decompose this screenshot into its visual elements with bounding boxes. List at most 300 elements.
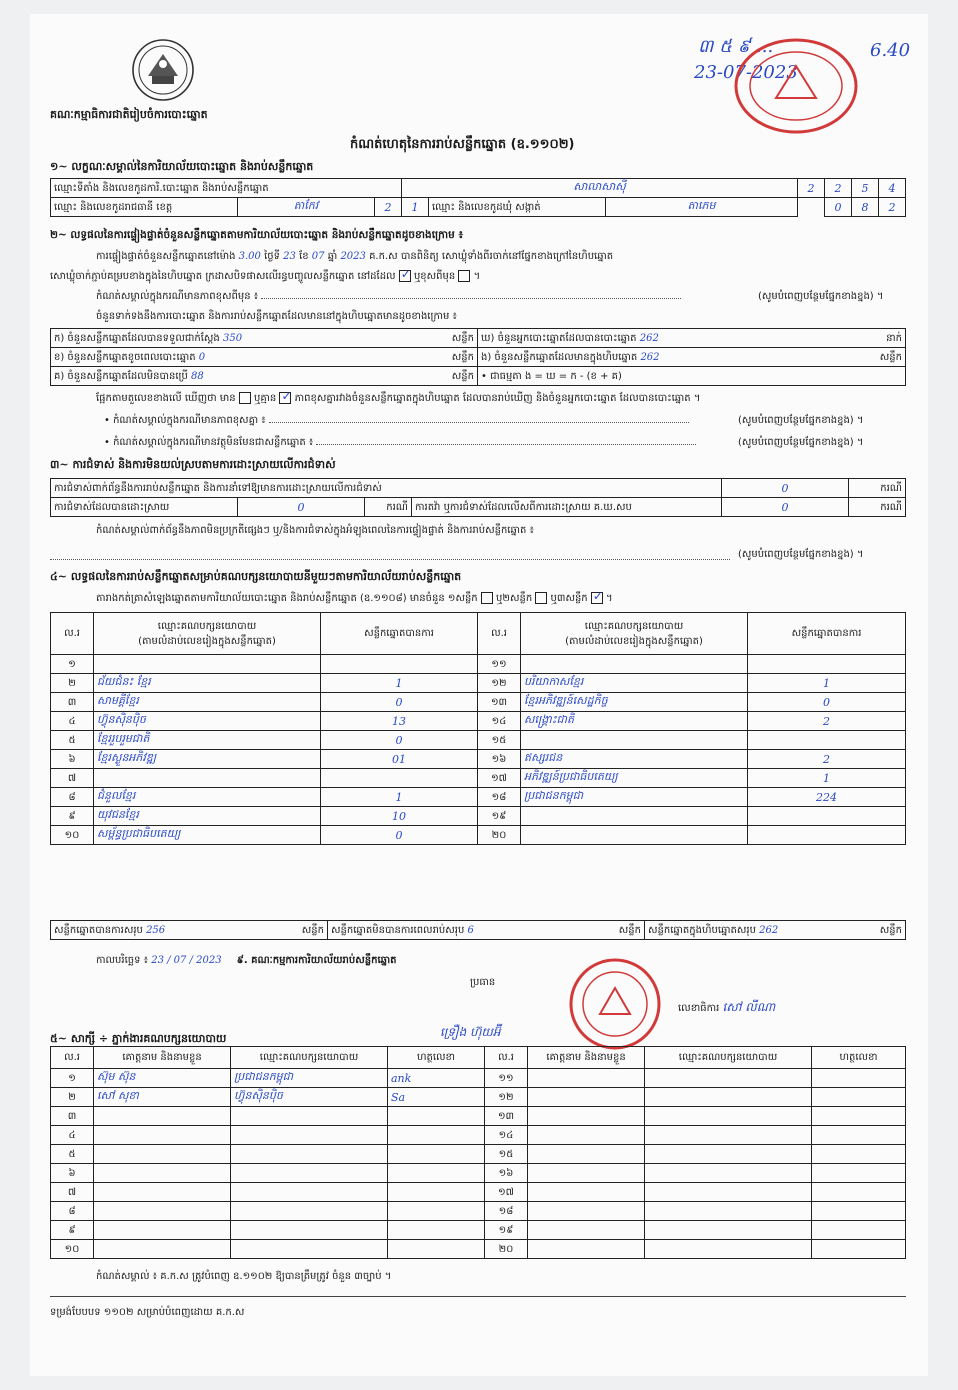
section3-title: ៣~ ការជំទាស់ និងការមិនយល់ស្របតាមការដោះស្រាយលើការជំទាស់ xyxy=(50,458,336,471)
witness-party xyxy=(231,1240,388,1259)
witness-no: ៣ xyxy=(51,1107,94,1126)
location-code-4: 4 xyxy=(879,179,906,198)
result-no: ១៦ xyxy=(478,750,521,769)
witness-signature xyxy=(812,1145,906,1164)
witness-no: ១ xyxy=(51,1069,94,1088)
count-b-value: 0 xyxy=(198,351,206,363)
section3-note: កំណត់សម្គាល់ពាក់ព័ន្ធនឹងភាពមិនប្រក្រតីផ្សេងៗ ឬ/និងការជំទាស់ក្នុងអំឡុងពេលនៃការផ្ទៀងផ្ទាត់ និងការរាប់សន្លឹកឆ្នោត ៖ xyxy=(96,525,534,536)
commune-code-2: 8 xyxy=(852,198,879,217)
section2-line4: ចំនួនទាក់ទងនឹងការបោះឆ្នោត និងការរាប់សន្លឹកឆ្នោតដែលមាននៅក្នុងហិបឆ្នោតមានដូចខាងក្រោម ៖ xyxy=(96,311,457,322)
table-row xyxy=(51,1145,906,1164)
witness-name xyxy=(94,1202,231,1221)
count-e-value: 262 xyxy=(640,351,660,363)
commune-label: ឈ្មោះ និងលេខកូដឃុំ សង្កាត់ xyxy=(429,198,606,217)
witness-no: ២ xyxy=(51,1088,94,1107)
result-no: ១២ xyxy=(478,674,521,693)
count-d-unit: នាក់ xyxy=(886,332,902,344)
witness-col-party-right: ឈ្មោះគណបក្សនយោបាយ xyxy=(645,1047,812,1069)
witness-signature: ank xyxy=(388,1069,485,1088)
result-votes: 1 xyxy=(748,674,906,693)
total-invalid-label: សន្លឹកឆ្នោតមិនបានការពេលរាប់សរុប xyxy=(331,924,465,936)
bullet-nonballot-label: • កំណត់សម្គាល់ក្នុងករណីមានវត្ថុមិនមែនជាសន្លឹកឆ្នោត ៖ xyxy=(104,437,314,448)
table-row xyxy=(51,788,906,807)
witness-no: ១៥ xyxy=(485,1145,528,1164)
result-party: សម្ព័ន្ធប្រជាធិបតេយ្យ xyxy=(94,826,321,845)
witness-col-name-left: គោត្តនាម និងនាមខ្លួន xyxy=(94,1047,231,1069)
witness-no: ១៨ xyxy=(485,1202,528,1221)
escalated-value: 0 xyxy=(722,498,849,517)
witness-name xyxy=(528,1202,645,1221)
witness-party xyxy=(645,1240,812,1259)
result-no: ៦ xyxy=(51,750,94,769)
count-row-a xyxy=(51,329,478,348)
witness-party xyxy=(231,1164,388,1183)
diff-note-label: កំណត់សម្គាល់ក្នុងករណីមានភាពខុសពីមុន ៖ xyxy=(96,291,259,302)
result-votes: 0 xyxy=(321,731,478,750)
witness-no: ៥ xyxy=(51,1145,94,1164)
objection-row1-unit: ករណី xyxy=(849,479,906,498)
col-party-left xyxy=(94,613,321,655)
col-party-left-l1: ឈ្មោះគណបក្សនយោបាយ xyxy=(157,620,257,632)
witness-signature xyxy=(388,1221,485,1240)
result-no: ៣ xyxy=(51,693,94,712)
witness-signature xyxy=(388,1164,485,1183)
witness-name xyxy=(94,1107,231,1126)
witness-col-party-left: ឈ្មោះគណបក្សនយោបាយ xyxy=(231,1047,388,1069)
secretary-label-text: លេខាធិការ xyxy=(678,1003,720,1014)
witness-no: ១៧ xyxy=(485,1183,528,1202)
result-party: ខ្មែរស្ងួនអភិវឌ្ឍ xyxy=(94,750,321,769)
fill-note-2: (សូមបំពេញបន្ថែមផ្នែកខាងខ្នង) ។ xyxy=(738,415,864,426)
result-votes xyxy=(748,731,906,750)
line2-text: សោឃ្លុំចាក់ភ្ជាប់គម្របខាងក្នុងនៃហិបឆ្នោត ក្រដាសបិទផាសលើរន្ធបញ្ចូលសន្លឹកឆ្នោត នៅដដែល xyxy=(50,271,396,282)
witness-name xyxy=(94,1240,231,1259)
commune-code-3: 2 xyxy=(879,198,906,217)
result-votes: 2 xyxy=(748,750,906,769)
nec-emblem-icon xyxy=(128,36,198,104)
result-votes: 2 xyxy=(748,712,906,731)
result-no: ៧ xyxy=(51,769,94,788)
count-c-value: 88 xyxy=(191,370,204,382)
witness-party: ប្រជាជនកម្ពុជា xyxy=(231,1069,388,1088)
date-label: កាលបរិច្ឆេទ ៖ xyxy=(96,955,149,966)
objection-table xyxy=(50,478,906,517)
same-checkbox[interactable]: ✓ xyxy=(400,267,411,281)
witness-col-no-left: ល.រ xyxy=(51,1047,94,1069)
section5-title: ៥~ សាក្សី ÷ ភ្នាក់ងារគណបក្សនយោបាយ xyxy=(50,1032,227,1045)
result-no: ១៥ xyxy=(478,731,521,750)
no-diff-label: ឬគ្មាន xyxy=(254,393,277,404)
col-party-right-l1: ឈ្មោះគណបក្សនយោបាយ xyxy=(584,620,684,632)
section2-line1 xyxy=(96,250,613,264)
witness-name xyxy=(528,1183,645,1202)
result-no: ១៧ xyxy=(478,769,521,788)
witness-signature xyxy=(388,1202,485,1221)
fill-note-4: (សូមបំពេញបន្ថែមផ្នែកខាងខ្នង) ។ xyxy=(738,549,864,560)
col-votes-right: សន្លឹកឆ្នោតបានការ xyxy=(748,613,906,655)
objection-row1-label: ការជំទាស់ពាក់ព័ន្ធនឹងការរាប់សន្លឹកឆ្នោត និងការនាំទៅឱ្យមានការដោះស្រាយលើការជំទាស់ xyxy=(51,479,722,498)
witness-signature xyxy=(812,1069,906,1088)
three-sheets-checkbox[interactable]: ✓ xyxy=(592,589,603,603)
witness-signature xyxy=(388,1126,485,1145)
witness-col-sign-right: ហត្ថលេខា xyxy=(812,1047,906,1069)
col-no-right: ល.រ xyxy=(478,613,521,655)
bullet-nonballot xyxy=(104,436,696,450)
col-party-left-l2: (តាមលំដាប់លេខរៀងក្នុងសន្លឹកឆ្នោត) xyxy=(138,635,276,647)
total-box xyxy=(645,921,906,940)
result-no: ២ xyxy=(51,674,94,693)
witness-col-no-right: ល.រ xyxy=(485,1047,528,1069)
witness-col-name-right: គោត្តនាម និងនាមខ្លួន xyxy=(528,1047,645,1069)
line1-rest: គ.ក.ស បានពិនិត្យ សោឃ្លុំទាំងពីរចាក់នៅផ្នែកខាងក្រៅនៃហិបឆ្នោត xyxy=(369,251,614,262)
result-party: ជ័យជំនះ ខ្មែរ xyxy=(94,674,321,693)
objection-row1-value: 0 xyxy=(722,479,849,498)
witness-party xyxy=(231,1145,388,1164)
one-sheet-checkbox[interactable] xyxy=(481,592,493,604)
result-no: ៨ xyxy=(51,788,94,807)
top-time: 6.40 xyxy=(870,40,911,61)
witness-name xyxy=(528,1240,645,1259)
count-row-b xyxy=(51,348,478,367)
witness-signature: Sa xyxy=(388,1088,485,1107)
result-no: ១៩ xyxy=(478,807,521,826)
col-no-left: ល.រ xyxy=(51,613,94,655)
date-value: 23 / 07 / 2023 xyxy=(151,955,222,966)
table-row xyxy=(51,1240,906,1259)
result-no: ១៣ xyxy=(478,693,521,712)
witness-party xyxy=(231,1107,388,1126)
total-valid xyxy=(51,921,328,940)
province-code-2: 1 xyxy=(402,198,429,217)
resolved-unit: ករណី xyxy=(365,498,412,517)
result-votes: 10 xyxy=(321,807,478,826)
count-row-e xyxy=(478,348,906,367)
committee-label: ៩. គណៈកម្មការការិយាល័យរាប់សន្លឹកឆ្នោត xyxy=(236,955,397,966)
count-c-label: គ) ចំនួនសន្លឹកឆ្នោតដែលមិនបានប្រើ xyxy=(54,370,188,382)
total-valid-label: សន្លឹកឆ្នោតបានការសរុប xyxy=(54,924,143,936)
witness-name xyxy=(528,1088,645,1107)
table-row xyxy=(51,1069,906,1088)
intro-text: តារាងកត់ត្រាសំឡេងឆ្នោតតាមការិយាល័យបោះឆ្នោត និងរាប់សន្លឹកឆ្នោត (ឧ.១១០៨) មានចំនួន ១សន្លឹក xyxy=(96,593,478,604)
witness-party xyxy=(645,1126,812,1145)
table-row xyxy=(51,655,906,674)
witness-no: ១២ xyxy=(485,1088,528,1107)
count-row-d xyxy=(478,329,906,348)
witness-party xyxy=(645,1221,812,1240)
location-label: ឈ្មោះទីតាំង និងលេខកូដការិ.បោះឆ្នោត និងរាប់សន្លឹកឆ្នោត xyxy=(51,179,402,198)
result-no: ២០ xyxy=(478,826,521,845)
witness-name xyxy=(94,1221,231,1240)
witness-name xyxy=(528,1069,645,1088)
result-party xyxy=(521,807,748,826)
result-party xyxy=(521,731,748,750)
count-d-label: ឃ) ចំនួនអ្នកបោះឆ្នោតដែលបានបោះឆ្នោត xyxy=(481,332,637,344)
two-sheets-label: ឬ២សន្លឹក xyxy=(496,593,533,604)
count-formula: • ជាធម្មតា ង = ឃ = ក - (ខ + គ) xyxy=(478,367,906,386)
witness-no: ១៩ xyxy=(485,1221,528,1240)
location-table xyxy=(50,178,906,217)
different-checkbox[interactable] xyxy=(458,270,470,282)
location-code-2: 2 xyxy=(825,179,852,198)
witness-no: ១៦ xyxy=(485,1164,528,1183)
day-value: 23 xyxy=(283,251,296,262)
table-row xyxy=(51,1126,906,1145)
section2-line5 xyxy=(96,389,701,406)
witness-no: ១៣ xyxy=(485,1107,528,1126)
no-diff-checkbox[interactable]: ✓ xyxy=(281,389,292,403)
year-value: 2023 xyxy=(340,251,366,262)
witness-signature xyxy=(388,1183,485,1202)
location-value: សាលាសាស៊ី xyxy=(402,179,798,198)
result-no: ១ xyxy=(51,655,94,674)
witness-party xyxy=(645,1202,812,1221)
day-label: ថ្ងៃទី xyxy=(264,251,280,262)
table-row xyxy=(51,807,906,826)
result-no: ១៤ xyxy=(478,712,521,731)
count-b-unit: សន្លឹក xyxy=(451,351,474,363)
col-party-right xyxy=(521,613,748,655)
table-row xyxy=(51,712,906,731)
count-e-unit: សន្លឹក xyxy=(879,351,902,363)
witness-party xyxy=(231,1183,388,1202)
witness-name xyxy=(94,1145,231,1164)
top-note: ៣ ៥ ៩ ... xyxy=(698,36,774,57)
witness-signature xyxy=(812,1164,906,1183)
witness-signature xyxy=(812,1240,906,1259)
check-time-label: ការផ្ទៀងផ្ទាត់ចំនួនសន្លឹកឆ្នោតនៅម៉ោង xyxy=(96,251,236,262)
result-party: ឥស្សរជន xyxy=(521,750,748,769)
year-label: ឆ្នាំ xyxy=(327,251,338,262)
resolved-value: 0 xyxy=(238,498,365,517)
resolved-label: ការជំទាស់ដែលបានដោះស្រាយ xyxy=(51,498,238,517)
form-footer: ទម្រង់បែបបទ ១១០២ សម្រាប់បំពេញដោយ គ.ក.ស xyxy=(50,1307,245,1318)
witness-no: ២០ xyxy=(485,1240,528,1259)
table-row xyxy=(51,1107,906,1126)
witness-signature xyxy=(812,1107,906,1126)
result-party: អភិវឌ្ឍន៍ប្រជាធិបតេយ្យ xyxy=(521,769,748,788)
section2-title: ២~ លទ្ធផលនៃការផ្ទៀងផ្ទាត់ចំនួនសន្លឹកឆ្នោតតាមការិយាល័យបោះឆ្នោត និងរាប់សន្លឹកឆ្នោតដូចខាងក្រោម ៖ xyxy=(50,229,464,241)
table-row xyxy=(51,674,906,693)
bullet-diff-label: • កំណត់សម្គាល់ក្នុងករណីមានភាពខុសគ្នា ៖ xyxy=(104,415,266,426)
total-box-unit: សន្លឹក xyxy=(879,924,902,936)
different-label: ឬខុសពីមុន xyxy=(413,271,456,282)
result-party xyxy=(94,769,321,788)
section1-title: ១~ លក្ខណៈសម្គាល់នៃការិយាល័យបោះឆ្នោត និងរាប់សន្លឹកឆ្នោត xyxy=(50,160,314,173)
table-row xyxy=(51,1202,906,1221)
org-name: គណៈកម្មាធិការជាតិរៀបចំការបោះឆ្នោត xyxy=(50,108,208,121)
witness-party xyxy=(645,1069,812,1088)
bullet-diff xyxy=(104,414,689,428)
section2-line2: សោឃ្លុំចាក់ភ្ជាប់គម្របខាងក្នុងនៃហិបឆ្នោត ក្រដាសបិទផាសលើរន្ធបញ្ចូលសន្លឹកឆ្នោត នៅដដែល ✓ ឬខុសពីមុន ។ xyxy=(50,267,481,282)
secretary-signature: សៅ លីណា xyxy=(722,1000,776,1014)
result-votes xyxy=(748,655,906,674)
secretary-label xyxy=(678,1000,775,1016)
witness-no: ៨ xyxy=(51,1202,94,1221)
escalated-unit: ករណី xyxy=(849,498,906,517)
witness-no: ៤ xyxy=(51,1126,94,1145)
result-party: សាមគ្គីខ្មែរ xyxy=(94,693,321,712)
chair-label: ប្រធាន xyxy=(470,977,496,988)
witness-signature xyxy=(388,1107,485,1126)
location-code-3: 5 xyxy=(852,179,879,198)
witness-signature xyxy=(812,1202,906,1221)
commune-code-1: 0 xyxy=(825,198,852,217)
location-code-1: 2 xyxy=(798,179,825,198)
witness-no: ១៤ xyxy=(485,1126,528,1145)
witness-signature xyxy=(812,1126,906,1145)
province-value: តាកែវ xyxy=(238,198,375,217)
witness-table xyxy=(50,1046,906,1259)
province-label: ឈ្មោះ និងលេខកូដរាជធានី ខេត្ត xyxy=(51,198,238,217)
top-date: 23-07-2023 xyxy=(694,62,798,83)
witness-party xyxy=(645,1164,812,1183)
result-votes xyxy=(748,826,906,845)
witness-no: ៧ xyxy=(51,1183,94,1202)
witness-party xyxy=(231,1202,388,1221)
two-sheets-checkbox[interactable] xyxy=(535,592,547,604)
witness-party xyxy=(645,1145,812,1164)
result-votes: 01 xyxy=(321,750,478,769)
has-diff-label: ផ្អែកតាមតួលេខខាងលើ ឃើញថា មាន xyxy=(96,393,236,404)
col-votes-left: សន្លឹកឆ្នោតបានការ xyxy=(321,613,478,655)
result-party xyxy=(521,655,748,674)
witness-no: ១០ xyxy=(51,1240,94,1259)
count-b-label: ខ) ចំនួនសន្លឹកឆ្នោតខូចពេលបោះឆ្នោត xyxy=(54,351,196,363)
section4-title: ៤~ លទ្ធផលនៃការរាប់សន្លឹកឆ្នោតសម្រាប់គណបក្សនយោបាយនីមួយៗតាមការិយាល័យរាប់សន្លឹកឆ្នោត xyxy=(50,570,462,583)
table-row xyxy=(51,731,906,750)
table-row xyxy=(51,1221,906,1240)
fill-note-3: (សូមបំពេញបន្ថែមផ្នែកខាងខ្នង) ។ xyxy=(738,437,864,448)
witness-party xyxy=(231,1221,388,1240)
total-invalid-unit: សន្លឹក xyxy=(618,924,641,936)
count-a-label: ក) ចំនួនសន្លឹកឆ្នោតដែលបានទទួលជាក់ស្តែង xyxy=(54,332,220,344)
witness-name xyxy=(528,1221,645,1240)
result-no: ១១ xyxy=(478,655,521,674)
result-party xyxy=(521,826,748,845)
totals-table xyxy=(50,920,906,940)
witness-name xyxy=(94,1126,231,1145)
witness-signature xyxy=(812,1088,906,1107)
total-valid-value: 256 xyxy=(146,924,166,936)
result-votes: 0 xyxy=(321,693,478,712)
witness-signature xyxy=(388,1145,485,1164)
table-row xyxy=(51,769,906,788)
count-a-unit: សន្លឹក xyxy=(451,332,474,344)
result-no: ១០ xyxy=(51,826,94,845)
witness-no: ១១ xyxy=(485,1069,528,1088)
count-c-unit: សន្លឹក xyxy=(451,370,474,382)
count-row-c xyxy=(51,367,478,386)
total-invalid-value: 6 xyxy=(467,924,474,936)
result-no: ១៨ xyxy=(478,788,521,807)
date-line xyxy=(96,954,397,968)
result-votes: 1 xyxy=(321,674,478,693)
result-votes xyxy=(321,655,478,674)
result-votes: 0 xyxy=(321,826,478,845)
table-row xyxy=(51,1183,906,1202)
escalated-label: ការតវ៉ា ឬការជំទាស់ដែលលើសពីការដោះស្រាយ គ.ឃ.សប xyxy=(412,498,722,517)
results-body xyxy=(51,655,906,845)
section2-line3 xyxy=(96,290,756,304)
witness-name xyxy=(528,1164,645,1183)
witness-party xyxy=(645,1183,812,1202)
col-party-right-l2: (តាមលំដាប់លេខរៀងក្នុងសន្លឹកឆ្នោត) xyxy=(565,635,703,647)
results-table xyxy=(50,612,906,845)
month-label: ខែ xyxy=(299,251,309,262)
result-party: ប្រជាជនកម្ពុជា xyxy=(521,788,748,807)
table-row xyxy=(51,1088,906,1107)
section4-intro: តារាងកត់ត្រាសំឡេងឆ្នោតតាមការិយាល័យបោះឆ្នោត និងរាប់សន្លឹកឆ្នោត (ឧ.១១០៨) មានចំនួន ១សន្លឹក ឬ២សន្លឹក ឬ៣សន្លឹក ✓ ។ xyxy=(96,589,613,604)
result-party: ជំនួលខ្មែរ xyxy=(94,788,321,807)
month-value: 07 xyxy=(311,251,325,262)
witness-name xyxy=(528,1145,645,1164)
ballot-count-table xyxy=(50,328,906,386)
total-box-label: សន្លឹកឆ្នោតក្នុងហិបឆ្នោតសរុប xyxy=(648,924,756,936)
witness-no: ៩ xyxy=(51,1221,94,1240)
result-party: សង្គ្រោះជាតិ xyxy=(521,712,748,731)
result-party: ខ្មែររួបរួមជាតិ xyxy=(94,731,321,750)
commune-value: តាភេម xyxy=(606,198,798,217)
table-row xyxy=(51,826,906,845)
count-e-label: ង) ចំនួនសន្លឹកឆ្នោតដែលមានក្នុងហិបឆ្នោត xyxy=(481,351,638,363)
witness-col-sign-left: ហត្ថលេខា xyxy=(388,1047,485,1069)
has-diff-checkbox[interactable] xyxy=(239,392,251,404)
fill-note-1: (សូមបំពេញបន្ថែមផ្នែកខាងខ្នង) ។ xyxy=(758,291,884,302)
footnote: កំណត់សម្គាល់ ៖ គ.ក.ស ត្រូវបំពេញ ឧ.១១០២ ឱ្យបានត្រឹមត្រូវ ចំនួន ៣ច្បាប់ ។ xyxy=(96,1271,392,1282)
witness-name: សៅ សុខា xyxy=(94,1088,231,1107)
result-votes: 1 xyxy=(748,769,906,788)
witness-body xyxy=(51,1069,906,1259)
count-a-value: 350 xyxy=(222,332,243,344)
result-no: ៤ xyxy=(51,712,94,731)
footer-divider xyxy=(50,1296,906,1297)
form-page xyxy=(30,14,928,1376)
result-votes: 224 xyxy=(748,788,906,807)
result-party: បរិយាកាសខ្មែរ xyxy=(521,674,748,693)
count-d-value: 262 xyxy=(639,332,659,344)
table-row xyxy=(51,693,906,712)
witness-name xyxy=(528,1107,645,1126)
witness-no: ៦ xyxy=(51,1164,94,1183)
total-invalid xyxy=(328,921,645,940)
note-line xyxy=(50,558,730,560)
three-sheets-label: ឬ៣សន្លឹក xyxy=(550,593,588,604)
table-row xyxy=(51,1164,906,1183)
witness-signature xyxy=(812,1221,906,1240)
result-no: ៩ xyxy=(51,807,94,826)
witness-party xyxy=(231,1126,388,1145)
result-votes: 0 xyxy=(748,693,906,712)
result-party xyxy=(94,655,321,674)
witness-name xyxy=(94,1183,231,1202)
result-party: ហ៊្វុនស៊ិនប៉ិច xyxy=(94,712,321,731)
witness-name xyxy=(94,1164,231,1183)
table-row xyxy=(51,750,906,769)
total-valid-unit: សន្លឹក xyxy=(301,924,324,936)
form-title: កំណត់ហេតុនៃការរាប់សន្លឹកឆ្នោត (ឧ.១១០២) xyxy=(350,137,575,152)
result-no: ៥ xyxy=(51,731,94,750)
committee-stamp-icon xyxy=(560,956,670,1052)
witness-party xyxy=(645,1107,812,1126)
witness-name xyxy=(528,1126,645,1145)
province-code-1: 2 xyxy=(375,198,402,217)
diff-rest: ភាពខុសគ្នារវាងចំនួនសន្លឹកឆ្នោតក្នុងហិបឆ្នោត ដែលបានរាប់ឃើញ និងចំនួនអ្នកបោះឆ្នោត ដែលបានបោះឆ្នោត ។ xyxy=(294,393,701,404)
result-votes xyxy=(748,807,906,826)
official-stamp-icon xyxy=(732,36,860,136)
result-votes: 1 xyxy=(321,788,478,807)
chair-signature: ទ្រឿង ហ៊ុយអ៊ី xyxy=(440,1025,501,1039)
total-box-value: 262 xyxy=(759,924,779,936)
